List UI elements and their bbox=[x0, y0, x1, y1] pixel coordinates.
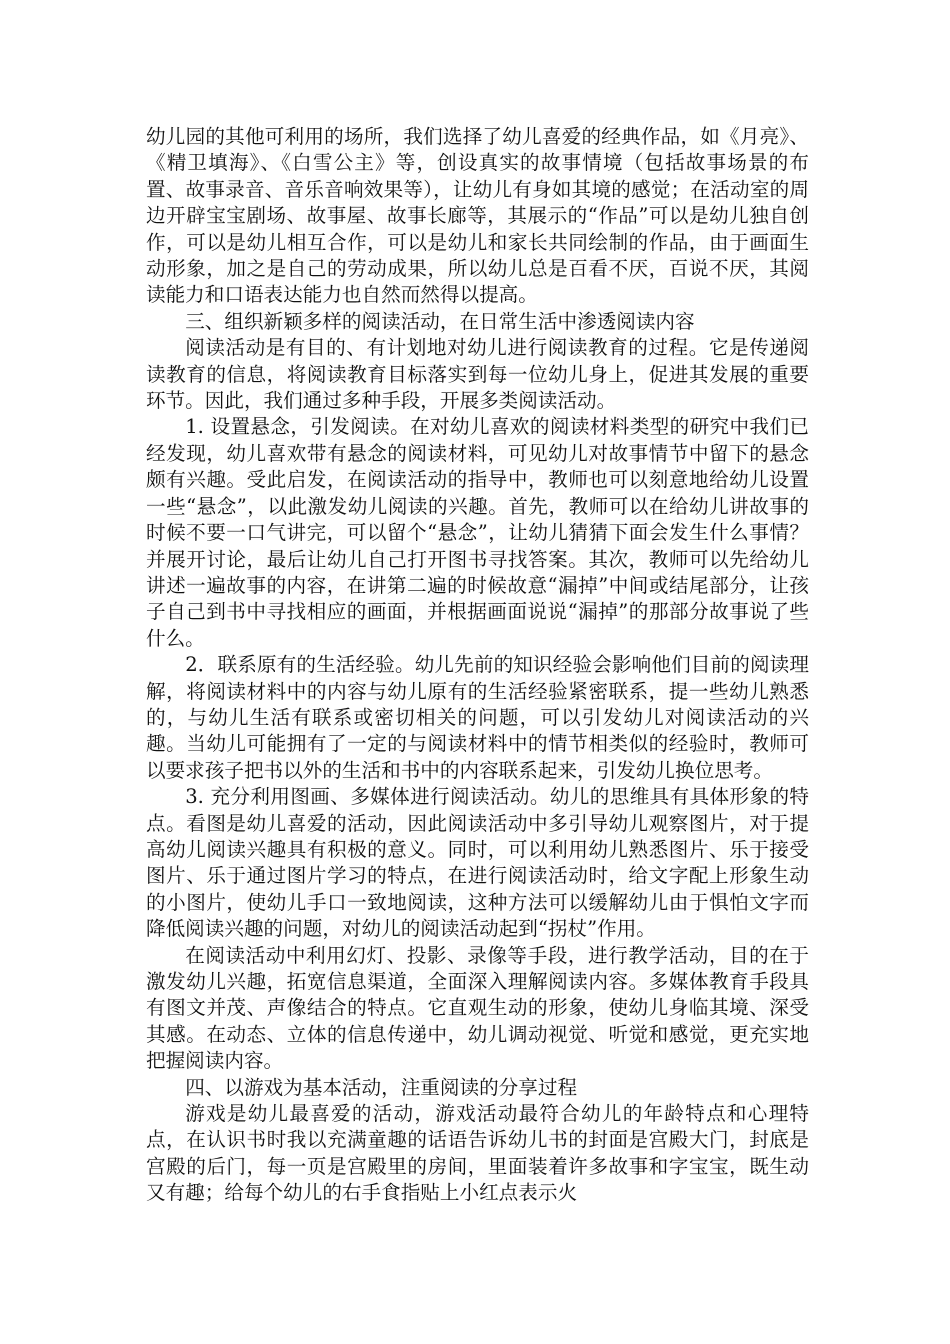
section-heading-3: 三、组织新颖多样的阅读活动，在日常生活中渗透阅读内容 bbox=[185, 309, 695, 333]
paragraph: 游戏是幼儿最喜爱的活动，游戏活动最符合幼儿的年龄特点和心理特点，在认识书时我以充满童趣的话语告诉幼儿书的封面是宫殿大门，封底是宫殿的后门，每一页是宫殿里的房间，里面装着许多故事和字宝宝，既生动又有趣；给每个幼儿的右手食指贴上小红点表示火 bbox=[146, 1102, 809, 1205]
section-heading-4: 四、以游戏为基本活动，注重阅读的分享过程 bbox=[185, 1075, 578, 1099]
paragraph: 阅读活动是有目的、有计划地对幼儿进行阅读教育的过程。它是传递阅读教育的信息，将阅读教育目标落实到每一位幼儿身上，促进其发展的重要环节。因此，我们通过多种手段，开展多类阅读活动。 bbox=[146, 336, 809, 413]
paragraph-item-3: 3. 充分利用图画、多媒体进行阅读活动。幼儿的思维具有具体形象的特点。看图是幼儿喜爱的活动，因此阅读活动中多引导幼儿观察图片，对于提高幼儿阅读兴趣具有积极的意义。同时，可以利用幼儿熟悉图片、乐于接受图片、乐于通过图片学习的特点，在进行阅读活动时，给文字配上形象生动的小图片，使幼儿手口一致地阅读，这种方法可以缓解幼儿由于惧怕文字而降低阅读兴趣的问题，对幼儿的阅读活动起到“拐杖”作用。 bbox=[146, 785, 809, 941]
paragraph-item-1: 1. 设置悬念，引发阅读。在对幼儿喜欢的阅读材料类型的研究中我们已经发现，幼儿喜欢带有悬念的阅读材料，可见幼儿对故事情节中留下的悬念颇有兴趣。受此启发，在阅读活动的指导中，教师也可以刻意地给幼儿设置一些“悬念”，以此激发幼儿阅读的兴趣。首先，教师可以在给幼儿讲故事的时候不要一口气讲完，可以留个“悬念”，让幼儿猜猜下面会发生什么事情？并展开讨论，最后让幼儿自己打开图书寻找答案。其次，教师可以先给幼儿讲述一遍故事的内容，在讲第二遍的时候故意“漏掉”中间或结尾部分，让孩子自己到书中寻找相应的画面，并根据画面说说“漏掉”的那部分故事说了些什么。 bbox=[146, 415, 809, 650]
paragraph-continued: 幼儿园的其他可利用的场所，我们选择了幼儿喜爱的经典作品，如《月亮》、《精卫填海》、《白雪公主》等，创设真实的故事情境（包括故事场景的布置、故事录音、音乐音响效果等），让幼儿有身如其境的感觉；在活动室的周边开辟宝宝剧场、故事屋、故事长廊等，其展示的“作品”可以是幼儿独自创作，可以是幼儿相互合作，可以是幼儿和家长共同绘制的作品，由于画面生动形象，加之是自己的劳动成果，所以幼儿总是百看不厌，百说不厌，其阅读能力和口语表达能力也自然而然得以提高。 bbox=[146, 125, 809, 307]
document-body bbox=[146, 124, 809, 1207]
paragraph-item-2: 2．联系原有的生活经验。幼儿先前的知识经验会影响他们目前的阅读理解，将阅读材料中的内容与幼儿原有的生活经验紧密联系，提一些幼儿熟悉的，与幼儿生活有联系或密切相关的问题，可以引发幼儿对阅读活动的兴趣。当幼儿可能拥有了一定的与阅读材料中的情节相类似的经验时，教师可以要求孩子把书以外的生活和书中的内容联系起来，引发幼儿换位思考。 bbox=[146, 653, 809, 782]
paragraph: 在阅读活动中利用幻灯、投影、录像等手段，进行教学活动，目的在于激发幼儿兴趣，拓宽信息渠道，全面深入理解阅读内容。多媒体教育手段具有图文并茂、声像结合的特点。它直观生动的形象，使幼儿身临其境、深受其感。在动态、立体的信息传递中，幼儿调动视觉、听觉和感觉，更充实地把握阅读内容。 bbox=[146, 943, 809, 1073]
